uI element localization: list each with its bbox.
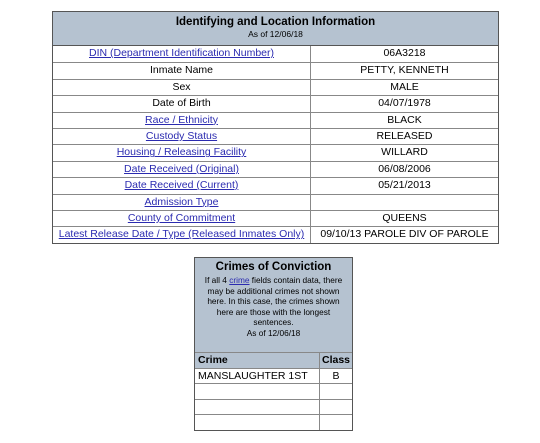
identifying-info-table: [52, 11, 499, 244]
class-cell: [320, 384, 352, 399]
race-ethnicity-link[interactable]: Race / Ethnicity: [145, 113, 218, 126]
class-cell: [320, 400, 352, 415]
crimes-note-pre: If all 4: [204, 275, 230, 285]
date-received-current-value: 05/21/2013: [378, 179, 431, 192]
date-of-birth-value: 04/07/1978: [378, 97, 431, 110]
crimes-note: [199, 275, 348, 328]
info-row-din: [53, 46, 498, 62]
latest-release-value: 09/10/13 PAROLE DIV OF PAROLE: [320, 228, 489, 241]
crimes-as-of: As of 12/06/18: [246, 327, 301, 338]
info-row-race: [53, 112, 498, 128]
county-of-commitment-value: QUEENS: [382, 211, 427, 224]
custody-status-value: RELEASED: [376, 129, 433, 142]
custody-status-link[interactable]: Custody Status: [145, 129, 218, 142]
info-row-date-of-birth: [53, 95, 498, 111]
sex-label: Sex: [53, 80, 311, 95]
info-row-county: [53, 210, 498, 226]
din-link[interactable]: DIN (Department Identification Number): [89, 47, 274, 59]
crimes-title: Crimes of Conviction: [215, 261, 332, 273]
din-value: 06A3218: [383, 47, 426, 59]
date-received-current-link[interactable]: Date Received (Current): [124, 179, 239, 192]
crime-cell: [195, 384, 320, 399]
housing-facility-link[interactable]: Housing / Releasing Facility: [116, 146, 247, 159]
info-row-custody-status: [53, 128, 498, 144]
class-cell: B: [332, 369, 340, 382]
date-received-original-value: 06/08/2006: [378, 162, 431, 175]
crime-row: [195, 414, 352, 430]
info-row-latest-release: [53, 226, 498, 242]
crime-row: [195, 383, 352, 399]
county-of-commitment-link[interactable]: County of Commitment: [127, 211, 236, 224]
class-column-header: Class: [321, 354, 351, 366]
info-row-facility: [53, 144, 498, 160]
info-row-sex: [53, 79, 498, 95]
info-row-date-received-current: [53, 177, 498, 193]
inmate-name-value: PETTY, KENNETH: [360, 64, 449, 77]
crimes-column-header: [195, 352, 352, 368]
identifying-info-title: Identifying and Location Information: [175, 16, 376, 28]
latest-release-link[interactable]: Latest Release Date / Type (Released Inmates Only): [58, 228, 305, 241]
crime-cell: [195, 415, 320, 430]
identifying-info-header: [53, 12, 498, 46]
date-of-birth-label: Date of Birth: [53, 96, 311, 111]
crimes-note-post: fields contain data, there may be additional crimes not shown here. In this case, the crimes shown here are those with the longest sentences.: [207, 275, 343, 328]
info-row-inmate-name: [53, 62, 498, 78]
race-ethnicity-value: BLACK: [387, 113, 422, 126]
crime-row: [195, 368, 352, 384]
identifying-info-rows: [53, 46, 498, 243]
info-row-admission-type: [53, 194, 498, 210]
inmate-name-label: Inmate Name: [53, 63, 311, 78]
crime-column-header: Crime: [195, 353, 320, 368]
class-cell: [320, 415, 352, 430]
crime-cell: [195, 400, 320, 415]
crime-link[interactable]: crime: [229, 275, 250, 285]
housing-facility-value: WILLARD: [381, 146, 428, 159]
crimes-header: [195, 258, 352, 352]
crimes-of-conviction-table: [194, 257, 353, 431]
info-row-date-received-original: [53, 161, 498, 177]
admission-type-link[interactable]: Admission Type: [144, 195, 219, 208]
admission-type-value: [311, 195, 498, 210]
sex-value: MALE: [390, 80, 419, 93]
identifying-info-as-of: As of 12/06/18: [248, 29, 303, 39]
crime-row: [195, 399, 352, 415]
date-received-original-link[interactable]: Date Received (Original): [124, 162, 239, 175]
crime-cell: MANSLAUGHTER 1ST: [195, 369, 320, 384]
